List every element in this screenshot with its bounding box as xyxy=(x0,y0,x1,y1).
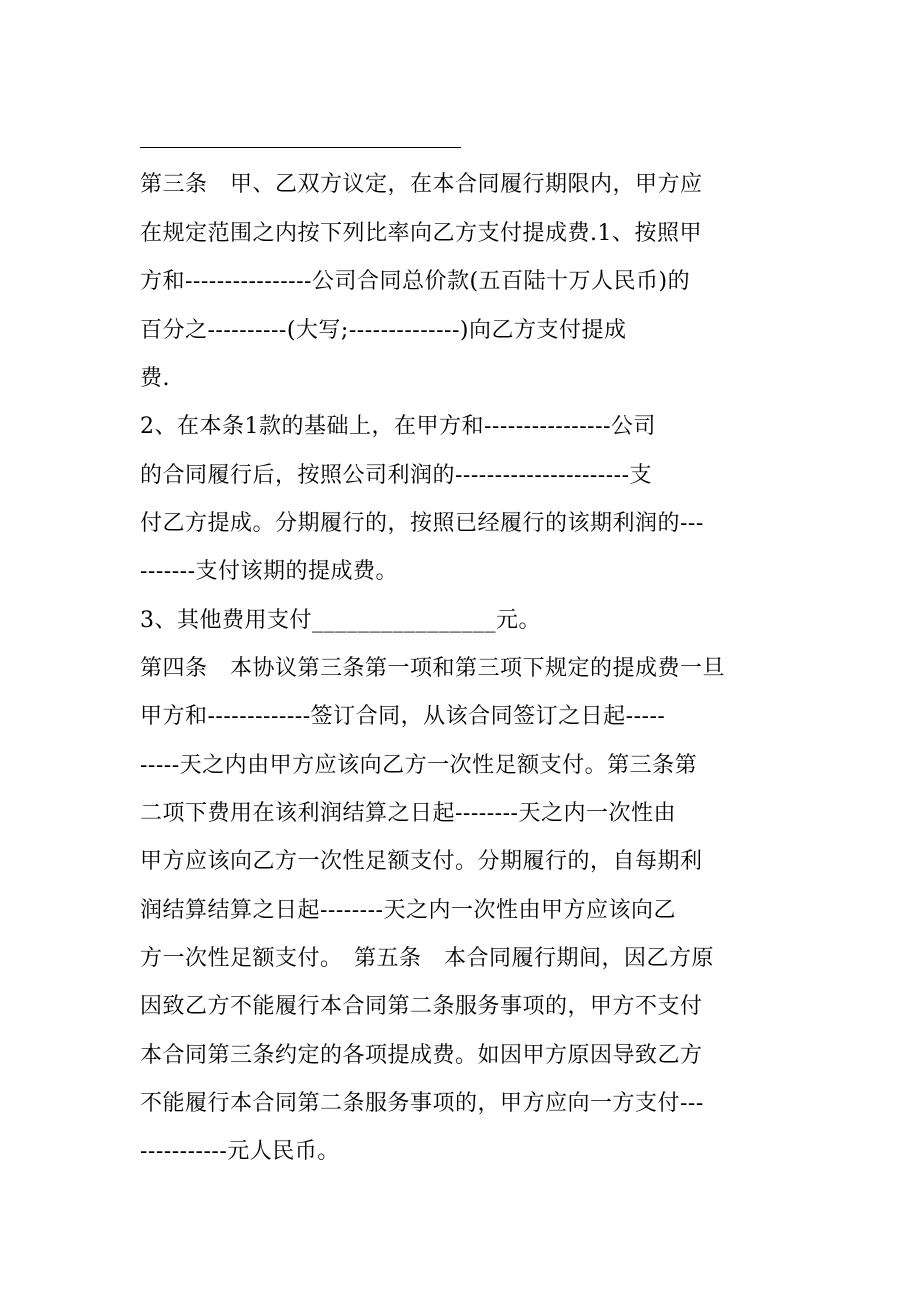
paragraph-line: -----------元人民币。 xyxy=(140,1139,340,1164)
paragraph-line: 3、其他费用支付________________元。 xyxy=(140,608,541,633)
paragraph-line: 费. xyxy=(140,366,170,391)
paragraph-line: 2、在本条1款的基础上，在甲方和----------------公司 xyxy=(140,414,656,439)
paragraph-line: 甲方和-------------签订合同，从该合同签订之日起----- xyxy=(140,704,666,729)
paragraph-line: 的合同履行后，按照公司利润的----------------------支 xyxy=(140,463,653,488)
signature-underline xyxy=(140,147,461,148)
paragraph-line: 第四条 本协议第三条第一项和第三项下规定的提成费一旦 xyxy=(140,656,726,681)
paragraph-line: 百分之----------(大写;--------------)向乙方支付提成 xyxy=(140,318,627,343)
paragraph-line: 不能履行本合同第二条服务事项的，甲方应向一方支付--- xyxy=(140,1091,704,1116)
paragraph-line: 在规定范围之内按下列比率向乙方支付提成费.1、按照甲 xyxy=(140,221,702,246)
paragraph-line: 第三条 甲、乙双方议定，在本合同履行期限内，甲方应 xyxy=(140,172,703,197)
paragraph-line: 方和----------------公司合同总价款(五百陆十万人民币)的 xyxy=(140,269,691,294)
paragraph-line: 因致乙方不能履行本合同第二条服务事项的，甲方不支付 xyxy=(140,994,703,1019)
paragraph-line: 付乙方提成。分期履行的，按照已经履行的该期利润的--- xyxy=(140,511,704,536)
paragraph-line: 二项下费用在该利润结算之日起--------天之内一次性由 xyxy=(140,801,676,826)
paragraph-line: 本合同第三条约定的各项提成费。如因甲方原因导致乙方 xyxy=(140,1043,703,1068)
paragraph-line: -------支付该期的提成费。 xyxy=(140,559,399,584)
paragraph-line: -----天之内由甲方应该向乙方一次性足额支付。第三条第 xyxy=(140,753,698,778)
paragraph-line: 润结算结算之日起--------天之内一次性由甲方应该向乙 xyxy=(140,898,676,923)
paragraph-line: 甲方应该向乙方一次性足额支付。分期履行的，自每期利 xyxy=(140,849,703,874)
paragraph-line: 方一次性足额支付。 第五条 本合同履行期间，因乙方原 xyxy=(140,946,715,971)
